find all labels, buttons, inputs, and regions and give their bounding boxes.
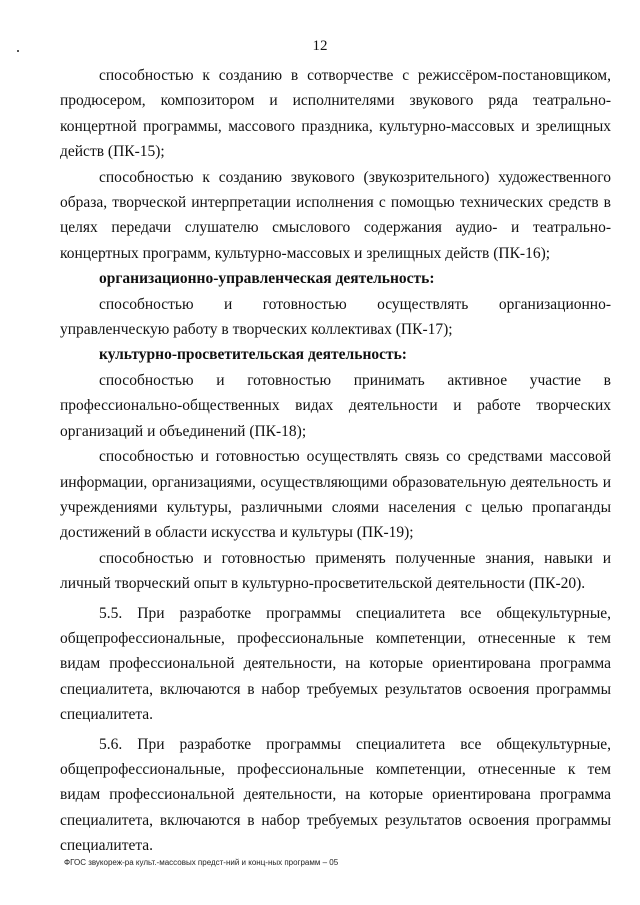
document-body — [60, 63, 611, 859]
footer-note: ФГОС звукореж-ра культ.-массовых предст-ний и конц-ных программ – 05 — [64, 858, 339, 867]
paragraph-pk19: способностью и готовностью осуществлять связь со средствами массовой информации, организациями, осуществляющими образовательную деятельность и учреждениями культуры, различными слоями населения с целью пропаганды достижений в области искусства и культуры (ПК-19); — [60, 448, 611, 542]
paragraph-pk16: способностью к созданию звукового (звукозрительного) художественного образа, творческой интерпретации исполнения с помощью технических средств в целях передачи слушателю смыслового содержания аудио- и театрально-концертных программ, культурно-массовых и зрелищных действ (ПК-16); — [60, 168, 611, 262]
paragraph-pk15: способностью к созданию в сотворчестве с режиссёром-постановщиком, продюсером, композитором и исполнителями звукового ряда театрально-концертной программы, массового праздника, культурно-массовых и зрелищных действ (ПК-15); — [60, 67, 611, 161]
paragraph-pk18: способностью и готовностью принимать активное участие в профессионально-общественных видах деятельности и работе творческих организаций и объединений (ПК-18); — [60, 371, 611, 440]
clause-5-6: 5.6. При разработке программы специалитета все общекультурные, общепрофессиональные, профессиональные компетенции, отнесенные к тем видам профессиональной деятельности, на которые ориентирована программа специалитета, включаются в набор требуемых результатов освоения программы специалитета. — [60, 735, 611, 855]
heading-cultural-educational: культурно-просветительская деятельность: — [99, 346, 407, 364]
paragraph-pk17: способностью и готовностью осуществлять организационно-управленческую работу в творческих коллективах (ПК-17); — [60, 295, 611, 339]
heading-organizational: организационно-управленческая деятельность: — [99, 270, 435, 288]
clause-5-5: 5.5. При разработке программы специалитета все общекультурные, общепрофессиональные, профессиональные компетенции, отнесенные к тем видам профессиональной деятельности, на которые ориентирована программа специалитета, включаются в набор требуемых результатов освоения программы специалитета. — [60, 604, 611, 724]
paragraph-pk20: способностью и готовностью применять полученные знания, навыки и личный творческий опыт в культурно-просветительской деятельности (ПК-20). — [60, 549, 611, 593]
page-number: 12 — [312, 38, 328, 54]
